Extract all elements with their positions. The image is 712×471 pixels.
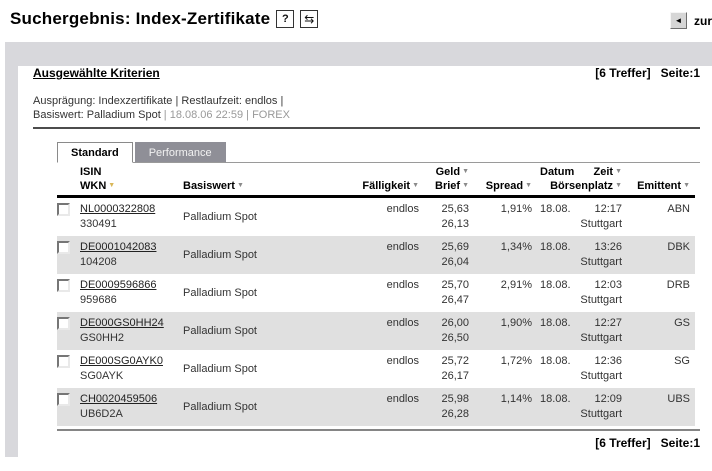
sort-icon-wkn: ▼: [108, 182, 116, 189]
emittent-value: DBK: [667, 241, 690, 253]
table-body: [57, 198, 695, 426]
zeit-value: 13:26: [594, 241, 622, 253]
spread-value: 1,72%: [500, 355, 532, 367]
result-count-top: [595, 66, 700, 80]
geld-value: 25,63: [441, 203, 469, 215]
table-row: [57, 236, 695, 274]
table-row: [57, 274, 695, 312]
isin-link[interactable]: DE0001042083: [80, 241, 157, 253]
datum-value: 18.08.: [540, 279, 571, 291]
boersenplatz-value: Stuttgart: [580, 218, 622, 230]
spread-value: 1,34%: [500, 241, 532, 253]
row-checkbox[interactable]: [57, 355, 70, 368]
back-button[interactable]: [670, 12, 687, 29]
header-spread[interactable]: Spread ▼: [485, 180, 532, 192]
geld-value: 25,69: [441, 241, 469, 253]
header-faelligkeit[interactable]: Fälligkeit ▼: [362, 180, 419, 192]
isin-link[interactable]: CH0020459506: [80, 393, 158, 405]
basiswert-value: Palladium Spot: [183, 362, 257, 375]
zeit-value: 12:03: [594, 279, 622, 291]
wkn-value: UB6D2A: [80, 408, 123, 420]
basiswert-value: Palladium Spot: [183, 324, 257, 337]
help-icon[interactable]: ?: [276, 10, 294, 28]
footer-page-indicator: Seite:1: [660, 436, 700, 450]
basiswert-value: Palladium Spot: [183, 210, 257, 223]
isin-link[interactable]: DE0009596866: [80, 279, 157, 291]
isin-link[interactable]: DE000SG0AYK0: [80, 355, 163, 367]
datum-value: 18.08.: [540, 393, 571, 405]
header-basiswert[interactable]: Basiswert ▼: [183, 180, 244, 192]
header-boersenplatz[interactable]: Börsenplatz ▼: [550, 180, 622, 192]
table-header: [57, 165, 695, 198]
spread-value: 1,91%: [500, 203, 532, 215]
results-table: [57, 165, 695, 426]
basiswert-value: Palladium Spot: [183, 400, 257, 413]
emittent-value: GS: [674, 317, 690, 329]
spread-value: 1,14%: [500, 393, 532, 405]
spread-value: 2,91%: [500, 279, 532, 291]
tab-performance[interactable]: Performance: [135, 142, 226, 163]
result-count-bottom: [595, 436, 700, 450]
zeit-value: 12:27: [594, 317, 622, 329]
sort-icon-brief: ▼: [462, 182, 469, 189]
page-title: Suchergebnis: Index-Zertifikate: [10, 9, 271, 28]
header-emittent[interactable]: Emittent ▼: [637, 180, 690, 192]
isin-link[interactable]: NL0000322808: [80, 203, 156, 215]
sort-icon-faelligkeit: ▼: [412, 182, 419, 189]
faelligkeit-value: endlos: [386, 317, 419, 329]
sort-icon-boersenplatz: ▼: [615, 182, 622, 189]
header-zeit[interactable]: Zeit ▼: [593, 166, 622, 178]
geld-value: 25,72: [441, 355, 469, 367]
sort-icon-geld: ▼: [462, 168, 469, 175]
criteria-basiswert: Basiswert: Palladium Spot: [33, 108, 161, 121]
emittent-value: DRB: [666, 279, 690, 291]
header-geld[interactable]: Geld ▼: [435, 166, 469, 178]
row-checkbox[interactable]: [57, 393, 70, 406]
table-row: [57, 312, 695, 350]
datum-value: 18.08.: [540, 317, 571, 329]
faelligkeit-value: endlos: [386, 203, 419, 215]
title-row: [0, 0, 712, 42]
datum-value: 18.08.: [540, 203, 571, 215]
faelligkeit-value: endlos: [386, 355, 419, 367]
emittent-value: UBS: [667, 393, 690, 405]
wkn-value: 959686: [80, 294, 117, 306]
brief-value: 26,04: [441, 256, 469, 268]
faelligkeit-value: endlos: [386, 241, 419, 253]
sort-icon-basiswert: ▼: [236, 182, 244, 189]
back-link[interactable]: zur: [694, 13, 712, 28]
geld-value: 25,70: [441, 279, 469, 291]
content-box: [18, 66, 712, 471]
treffer-count: [6 Treffer]: [595, 66, 651, 80]
table-row: [57, 388, 695, 426]
datum-value: 18.08.: [540, 355, 571, 367]
criteria-timestamp: | 18.08.06 22:59 | FOREX: [163, 108, 290, 121]
tab-standard[interactable]: Standard: [57, 142, 133, 163]
zeit-value: 12:09: [594, 393, 622, 405]
sort-icon-zeit: ▼: [615, 168, 622, 175]
row-checkbox[interactable]: [57, 241, 70, 254]
row-checkbox[interactable]: [57, 317, 70, 330]
brief-value: 26,28: [441, 408, 469, 420]
zeit-value: 12:17: [594, 203, 622, 215]
panel-frame: [5, 42, 712, 457]
spread-value: 1,90%: [500, 317, 532, 329]
wkn-value: GS0HH2: [80, 332, 125, 344]
table-row: [57, 198, 695, 236]
brief-value: 26,17: [441, 370, 469, 382]
faelligkeit-value: endlos: [386, 393, 419, 405]
boersenplatz-value: Stuttgart: [580, 256, 622, 268]
brief-value: 26,50: [441, 332, 469, 344]
sort-icon-emittent: ▼: [683, 182, 690, 189]
geld-value: 25,98: [441, 393, 469, 405]
row-checkbox[interactable]: [57, 279, 70, 292]
sort-icon-spread: ▼: [525, 182, 532, 189]
wkn-value: 104208: [80, 256, 117, 268]
header-wkn[interactable]: WKN ▼: [80, 180, 116, 192]
tab-bar: [57, 142, 700, 163]
criteria-line2: [33, 109, 700, 123]
emittent-value: ABN: [667, 203, 690, 215]
header-datum: Datum: [540, 166, 575, 178]
criteria-summary: [33, 95, 700, 122]
criteria-heading[interactable]: Ausgewählte Kriterien: [33, 66, 160, 80]
criteria-line1: Ausprägung: Indexzertifikate | Restlaufzeit: endlos |: [33, 95, 284, 107]
isin-link[interactable]: DE000GS0HH24: [80, 317, 164, 329]
geld-value: 26,00: [441, 317, 469, 329]
table-row: [57, 350, 695, 388]
datum-value: 18.08.: [540, 241, 571, 253]
wkn-value: 330491: [80, 218, 117, 230]
boersenplatz-value: Stuttgart: [580, 332, 622, 344]
wkn-value: SG0AYK: [80, 370, 124, 382]
header-isin: ISIN: [80, 166, 102, 178]
basiswert-value: Palladium Spot: [183, 286, 257, 299]
boersenplatz-value: Stuttgart: [580, 294, 622, 306]
brief-value: 26,13: [441, 218, 469, 230]
brief-value: 26,47: [441, 294, 469, 306]
divider-bottom: [57, 429, 700, 431]
emittent-value: SG: [674, 355, 690, 367]
boersenplatz-value: Stuttgart: [580, 370, 622, 382]
row-checkbox[interactable]: [57, 203, 70, 216]
boersenplatz-value: Stuttgart: [580, 408, 622, 420]
footer-treffer-count: [6 Treffer]: [595, 436, 651, 450]
back-arrow-icon: ◄: [674, 16, 683, 25]
divider-top: [33, 127, 700, 129]
refresh-icon[interactable]: ⇆: [300, 10, 318, 28]
page-indicator: Seite:1: [660, 66, 700, 80]
basiswert-value: Palladium Spot: [183, 248, 257, 261]
header-brief[interactable]: Brief ▼: [435, 180, 469, 192]
faelligkeit-value: endlos: [386, 279, 419, 291]
zeit-value: 12:36: [594, 355, 622, 367]
